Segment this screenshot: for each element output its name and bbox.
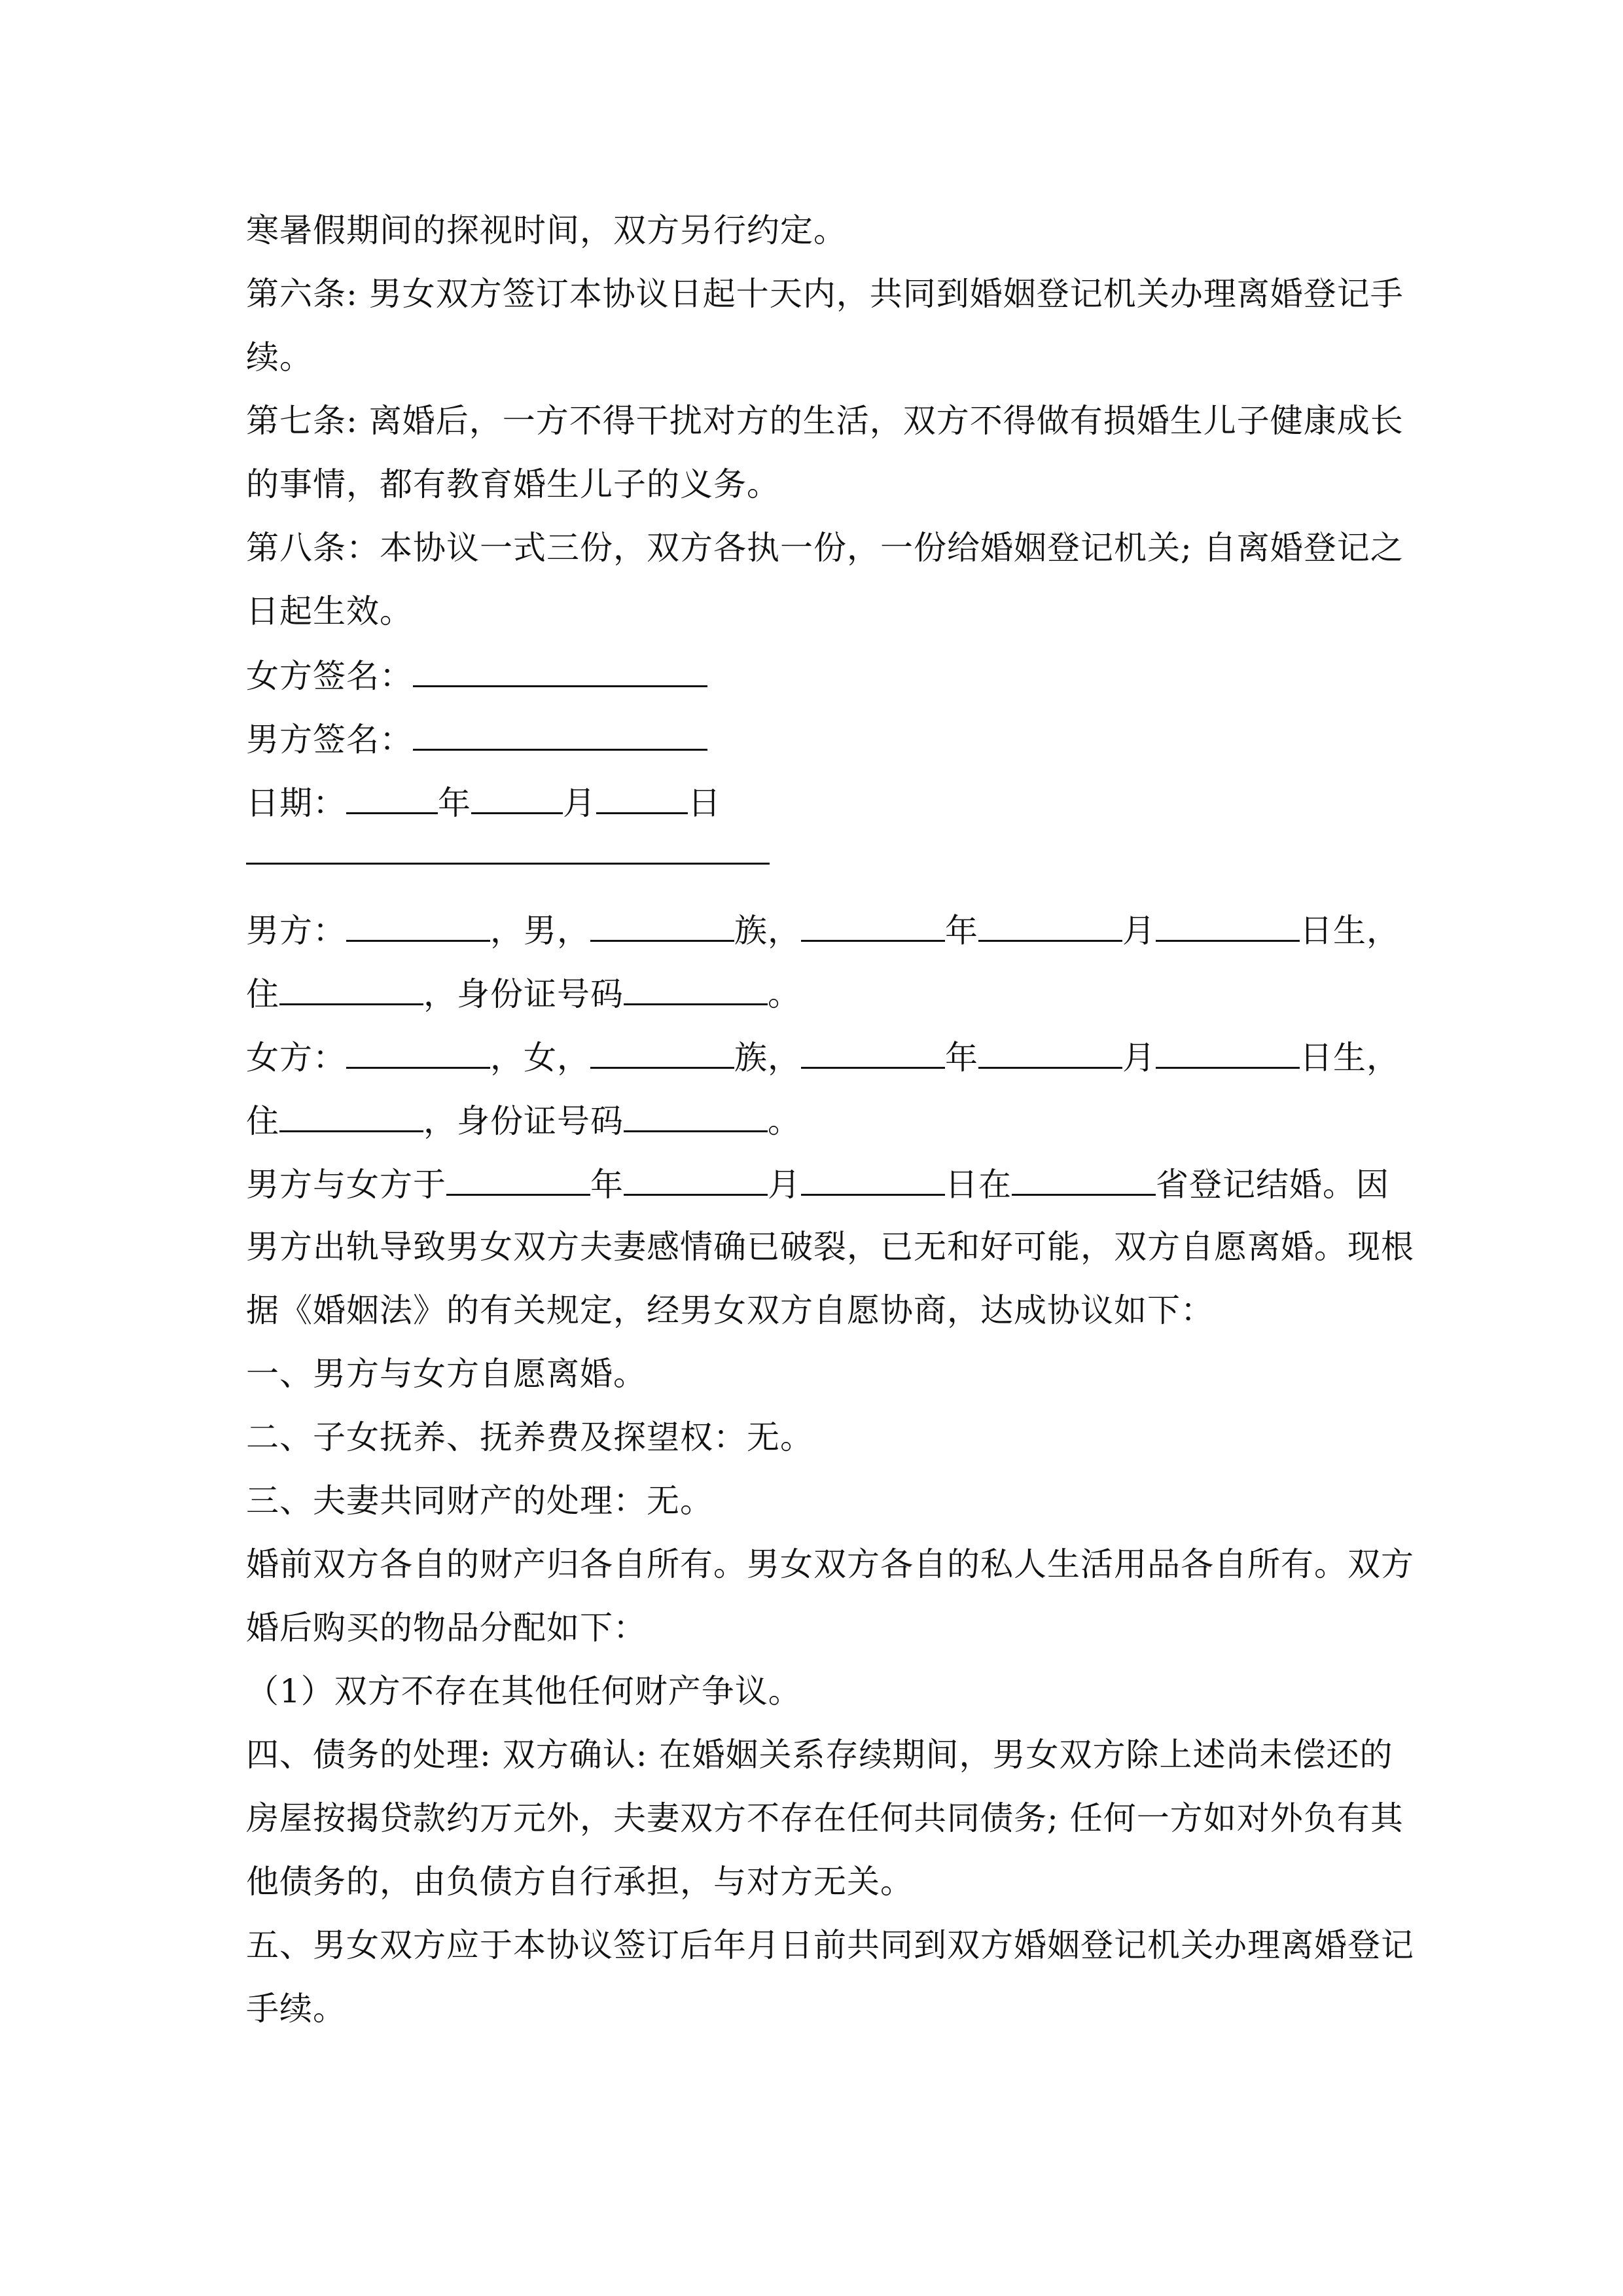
clause-line: 婚后购买的物品分配如下：	[246, 1609, 647, 1647]
date-day-blank[interactable]	[596, 782, 688, 814]
female-month-text: 月	[1122, 1039, 1156, 1077]
male-party-line-1	[246, 910, 1400, 950]
male-party-label: 男方：	[246, 912, 346, 950]
date-day-text: 日	[688, 784, 721, 822]
male-ethnic-text: 族，	[734, 912, 801, 950]
female-signature-row	[246, 655, 707, 696]
marriage-year-blank[interactable]	[446, 1164, 590, 1196]
marriage-line-2: 男方出轨导致男女双方夫妻感情确已破裂，已无和好可能，双方自愿离婚。现根	[246, 1228, 1414, 1266]
female-born-text: 日生，	[1300, 1039, 1400, 1077]
male-address-label: 住	[246, 975, 279, 1013]
date-month-text: 月	[563, 784, 596, 822]
male-born-text: 日生，	[1300, 912, 1400, 950]
marriage-end-text: 省登记结婚。因	[1156, 1166, 1389, 1204]
female-party-label: 女方：	[246, 1039, 346, 1077]
clause-line: 房屋按揭贷款约万元外，夫妻双方不存在任何共同债务; 任何一方如对外负有其	[246, 1799, 1404, 1837]
male-end-text: 。	[768, 975, 801, 1013]
article-6-line-2: 续。	[246, 338, 313, 376]
date-month-blank[interactable]	[471, 782, 563, 814]
female-id-label: ，身份证号码	[423, 1102, 624, 1140]
clause-line: 手续。	[246, 1990, 346, 2028]
marriage-month-blank[interactable]	[624, 1164, 768, 1196]
female-birth-year-blank[interactable]	[801, 1037, 945, 1069]
separator-rule	[246, 863, 770, 865]
female-address-label: 住	[246, 1102, 279, 1140]
male-month-text: 月	[1122, 912, 1156, 950]
female-party-line-1	[246, 1037, 1400, 1077]
female-address-blank[interactable]	[279, 1100, 423, 1132]
marriage-line-3: 据《婚姻法》的有关规定，经男女双方自愿协商，达成协议如下：	[246, 1291, 1214, 1329]
male-id-blank[interactable]	[624, 973, 768, 1005]
female-gender-text: ，女，	[490, 1039, 590, 1077]
date-year-blank[interactable]	[346, 782, 438, 814]
marriage-day-blank[interactable]	[801, 1164, 945, 1196]
clause-line: （1）双方不存在其他任何财产争议。	[246, 1672, 802, 1710]
article-8-line-2: 日起生效。	[246, 592, 413, 630]
female-birth-month-blank[interactable]	[978, 1037, 1122, 1069]
clause-line: 四、债务的处理: 双方确认: 在婚姻关系存续期间，男女双方除上述尚未偿还的	[246, 1736, 1393, 1774]
marriage-month-text: 月	[768, 1166, 801, 1204]
female-birth-day-blank[interactable]	[1156, 1037, 1300, 1069]
marriage-line-1	[246, 1164, 1389, 1204]
article-7-line-2: 的事情，都有教育婚生儿子的义务。	[246, 465, 780, 503]
clause-line: 五、男女双方应于本协议签订后年月日前共同到双方婚姻登记机关办理离婚登记	[246, 1926, 1414, 1964]
clause-line: 二、子女抚养、抚养费及探望权：无。	[246, 1418, 813, 1456]
date-label: 日期：	[246, 784, 346, 822]
clause-line: 一、男方与女方自愿离婚。	[246, 1355, 647, 1393]
clause-line: 三、夫妻共同财产的处理：无。	[246, 1482, 713, 1520]
male-gender-text: ，男，	[490, 912, 590, 950]
male-birth-day-blank[interactable]	[1156, 910, 1300, 942]
date-row	[246, 782, 721, 823]
female-end-text: 。	[768, 1102, 801, 1140]
male-signature-row	[246, 719, 707, 759]
female-party-line-2	[246, 1100, 801, 1141]
article-6-line-1: 第六条: 男女双方签订本协议日起十天内，共同到婚姻登记机关办理离婚登记手	[246, 275, 1404, 313]
female-name-blank[interactable]	[346, 1037, 490, 1069]
clause-line: 婚前双方各自的财产归各自所有。男女双方各自的私人生活用品各自所有。双方	[246, 1545, 1414, 1583]
male-year-text: 年	[945, 912, 978, 950]
male-address-blank[interactable]	[279, 973, 423, 1005]
article-7-line-1: 第七条: 离婚后，一方不得干扰对方的生活，双方不得做有损婚生儿子健康成长	[246, 402, 1404, 440]
male-signature-blank[interactable]	[413, 719, 707, 751]
male-birth-month-blank[interactable]	[978, 910, 1122, 942]
male-party-line-2	[246, 973, 801, 1014]
male-birth-year-blank[interactable]	[801, 910, 945, 942]
male-signature-label: 男方签名：	[246, 721, 413, 759]
clause-line: 他债务的，由负债方自行承担，与对方无关。	[246, 1863, 914, 1901]
marriage-start-text: 男方与女方于	[246, 1166, 446, 1204]
marriage-province-blank[interactable]	[1012, 1164, 1156, 1196]
paragraph-line: 寒暑假期间的探视时间，双方另行约定。	[246, 211, 847, 249]
male-id-label: ，身份证号码	[423, 975, 624, 1013]
female-ethnic-text: 族，	[734, 1039, 801, 1077]
female-id-blank[interactable]	[624, 1100, 768, 1132]
marriage-day-text: 日在	[945, 1166, 1012, 1204]
marriage-year-text: 年	[590, 1166, 624, 1204]
date-year-text: 年	[438, 784, 471, 822]
article-8-line-1: 第八条：本协议一式三份，双方各执一份，一份给婚姻登记机关; 自离婚登记之	[246, 529, 1404, 567]
female-signature-label: 女方签名：	[246, 657, 413, 695]
female-signature-blank[interactable]	[413, 655, 707, 687]
male-ethnic-blank[interactable]	[590, 910, 734, 942]
female-year-text: 年	[945, 1039, 978, 1077]
male-name-blank[interactable]	[346, 910, 490, 942]
female-ethnic-blank[interactable]	[590, 1037, 734, 1069]
